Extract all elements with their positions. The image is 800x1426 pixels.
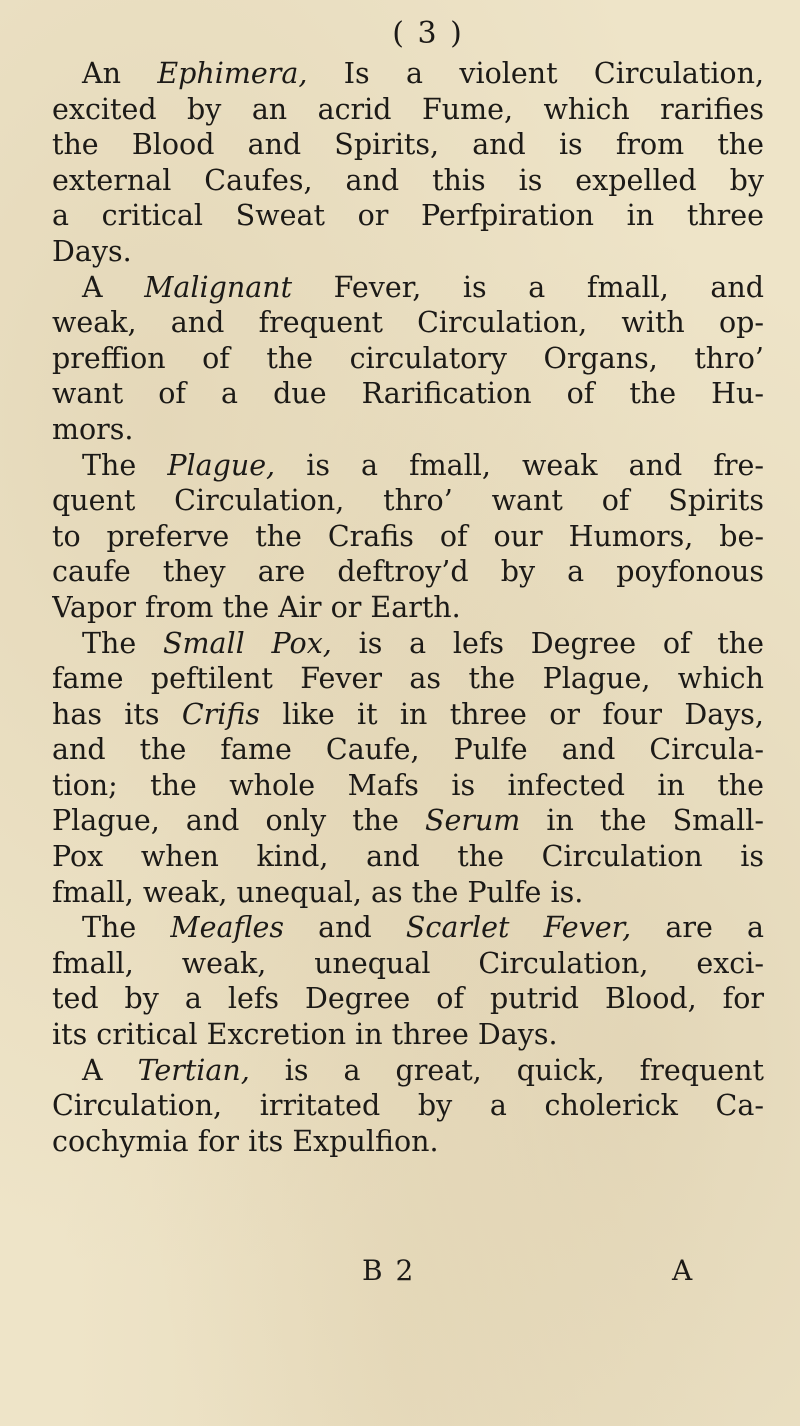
text-span: fame peftilent Fever as the Plague, which (52, 662, 764, 696)
text-span: An (82, 57, 158, 90)
text-span: cochymia for its Expulfion. (52, 1124, 439, 1158)
text-line (52, 305, 764, 341)
text-line (52, 697, 764, 733)
text-span: the Blood and Spirits, and is from the (52, 128, 764, 162)
text-line (52, 732, 764, 768)
text-span: and (283, 911, 406, 945)
text-line (52, 626, 764, 662)
signature-mark: B 2 (362, 1254, 416, 1287)
text-span: a critical Sweat or Perfpiration in three (52, 199, 764, 233)
text-line (52, 839, 764, 875)
page-number: ( 3 ) (392, 16, 464, 51)
text-span: A (82, 270, 145, 304)
text-line (52, 56, 764, 92)
text-span: and the fame Caufe, Pulfe and Circula- (52, 733, 764, 767)
text-line (52, 376, 764, 412)
text-span: weak, and frequent Circulation, with op- (52, 306, 764, 340)
text-span: mors. (52, 412, 134, 446)
page-footer (52, 1254, 764, 1294)
text-line (52, 519, 764, 555)
text-span: The (82, 626, 163, 660)
text-line (52, 1053, 764, 1089)
text-line (52, 1017, 764, 1053)
text-span: is a fmall, weak and fre- (275, 448, 764, 482)
catchword: A (672, 1254, 693, 1287)
text-line (52, 92, 764, 128)
text-line (52, 127, 764, 163)
italic-text: Fever, (543, 911, 632, 945)
italic-text: Plague, (167, 448, 276, 482)
text-span: excited by an acrid Fume, which rarifies (52, 92, 764, 126)
text-line (52, 554, 764, 590)
text-line (52, 1088, 764, 1124)
text-line (52, 910, 764, 946)
italic-text: Crifis (181, 697, 261, 731)
text-line (52, 768, 764, 804)
text-span: fmall, weak, unequal Circulation, exci- (52, 946, 764, 980)
text-line (52, 661, 764, 697)
text-span: The (82, 911, 171, 945)
text-span: Plague, and only the (52, 804, 425, 838)
text-span: Days. (52, 234, 132, 268)
text-span: in the Small- (520, 804, 764, 838)
italic-text: Ephimera, (157, 57, 308, 90)
text-line (52, 163, 764, 199)
text-line (52, 234, 764, 270)
text-span: tion; the whole Mafs is infected in the (52, 768, 764, 802)
italic-text: Tertian, (137, 1053, 250, 1087)
text-line (52, 270, 764, 306)
text-span: Fever, is a fmall, and (292, 270, 764, 304)
text-line (52, 803, 764, 839)
italic-text: Serum (424, 804, 521, 838)
text-span: caufe they are deftroy’d by a poyfonous (52, 555, 764, 589)
body-text (52, 56, 764, 1159)
text-span: to preferve the Crafis of our Humors, be- (52, 519, 764, 553)
text-line (52, 198, 764, 234)
text-span: has its (52, 697, 182, 731)
text-span: Is a violent Circulation, (307, 57, 764, 90)
text-span: Vapor from the Air or Earth. (52, 590, 461, 624)
text-line (52, 341, 764, 377)
italic-text: Small Pox, (163, 626, 332, 660)
text-span: external Caufes, and this is expelled by (52, 163, 764, 197)
text-line (52, 590, 764, 626)
text-span: its critical Excretion in three Days. (52, 1018, 558, 1052)
text-line (52, 1124, 764, 1160)
text-span: ted by a lefs Degree of putrid Blood, for (52, 982, 764, 1016)
text-line (52, 946, 764, 982)
text-span: want of a due Rarification of the Hu- (52, 377, 764, 411)
text-span (509, 911, 543, 944)
text-line (52, 875, 764, 911)
italic-text: Scarlet (405, 911, 510, 945)
text-line (52, 412, 764, 448)
text-line (52, 448, 764, 484)
text-span: The (82, 448, 168, 482)
italic-text: Meafles (170, 911, 284, 945)
text-span: fmall, weak, unequal, as the Pulfe is. (52, 875, 584, 909)
text-span: Pox when kind, and the Circulation is (52, 840, 764, 874)
italic-text: Malignant (144, 270, 293, 304)
text-span: is a lefs Degree of the (331, 626, 764, 660)
text-span: preffion of the circulatory Organs, thro’ (52, 341, 764, 375)
text-span: is a great, quick, frequent (249, 1053, 764, 1087)
text-line (52, 483, 764, 519)
text-line (52, 981, 764, 1017)
book-page (52, 14, 764, 1287)
text-span: are a (631, 911, 764, 945)
text-span: A (82, 1053, 138, 1087)
text-span: quent Circulation, thro’ want of Spirits (52, 484, 764, 518)
text-span: Circulation, irritated by a cholerick Ca- (52, 1089, 764, 1123)
text-span: like it in three or four Days, (260, 697, 764, 731)
